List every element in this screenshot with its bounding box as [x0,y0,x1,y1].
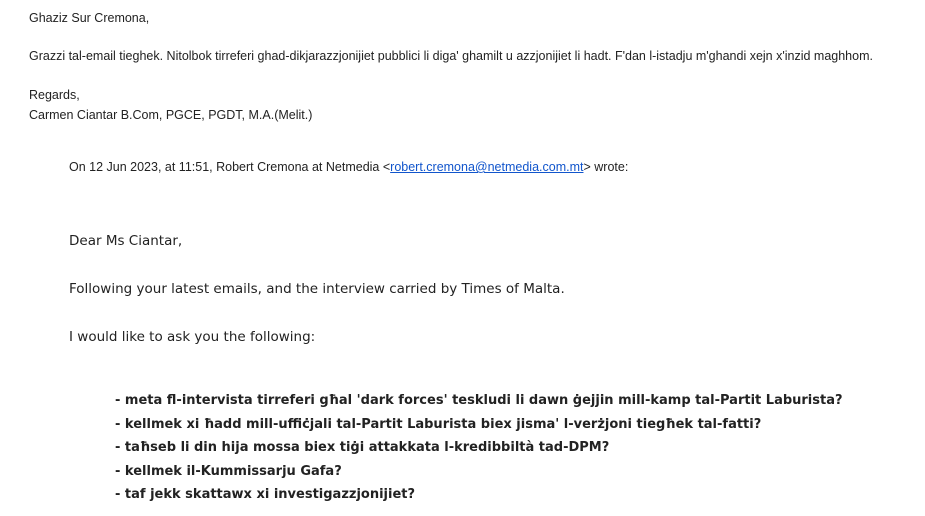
sender-email-link[interactable]: robert.cremona@netmedia.com.mt [390,160,584,174]
question-item: - kellmek il-Kummissarju Gafa? [115,463,342,479]
reply-greeting: Ghaziz Sur Cremona, [29,11,150,25]
question-item: - taħseb li din hija mossa biex tiġi attakkata l-kredibbiltà tad-DPM? [115,440,610,455]
quoted-ask: I would like to ask you the following: [69,329,316,345]
question-list [115,392,843,510]
question-item: - taf jekk skattawx xi investigazzjonijiet? [115,487,416,502]
quoted-intro: Following your latest emails, and the interview carried by Times of Malta. [69,281,565,297]
reply-body: Grazzi tal-email tieghek. Nitolbok tirreferi ghad-dikjarazzjonijiet pubblici li diga' ghamilt u azzjonijiet li hadt. F'dan l-istadju m'ghandi xejn x'inzid maghhom. [29,49,873,63]
quote-header-prefix: On 12 Jun 2023, at 11:51, Robert Cremona at Netmedia < [69,160,391,174]
quoted-salutation: Dear Ms Ciantar, [69,233,183,249]
reply-closing: Regards, [29,88,80,102]
reply-signature: Carmen Ciantar B.Com, PGCE, PGDT, M.A.(Melit.) [29,108,313,122]
question-item: - meta fl-intervista tirreferi għal 'dark forces' teskludi li dawn ġejjin mill-kamp tal-Partit Laburista? [115,393,843,408]
quote-header [69,158,628,176]
quote-header-suffix: > wrote: [583,160,629,174]
question-item: - kellmek xi ħadd mill-uffiċjali tal-Partit Laburista biex jisma' l-verżjoni tiegħek tal-fatti? [115,416,762,432]
